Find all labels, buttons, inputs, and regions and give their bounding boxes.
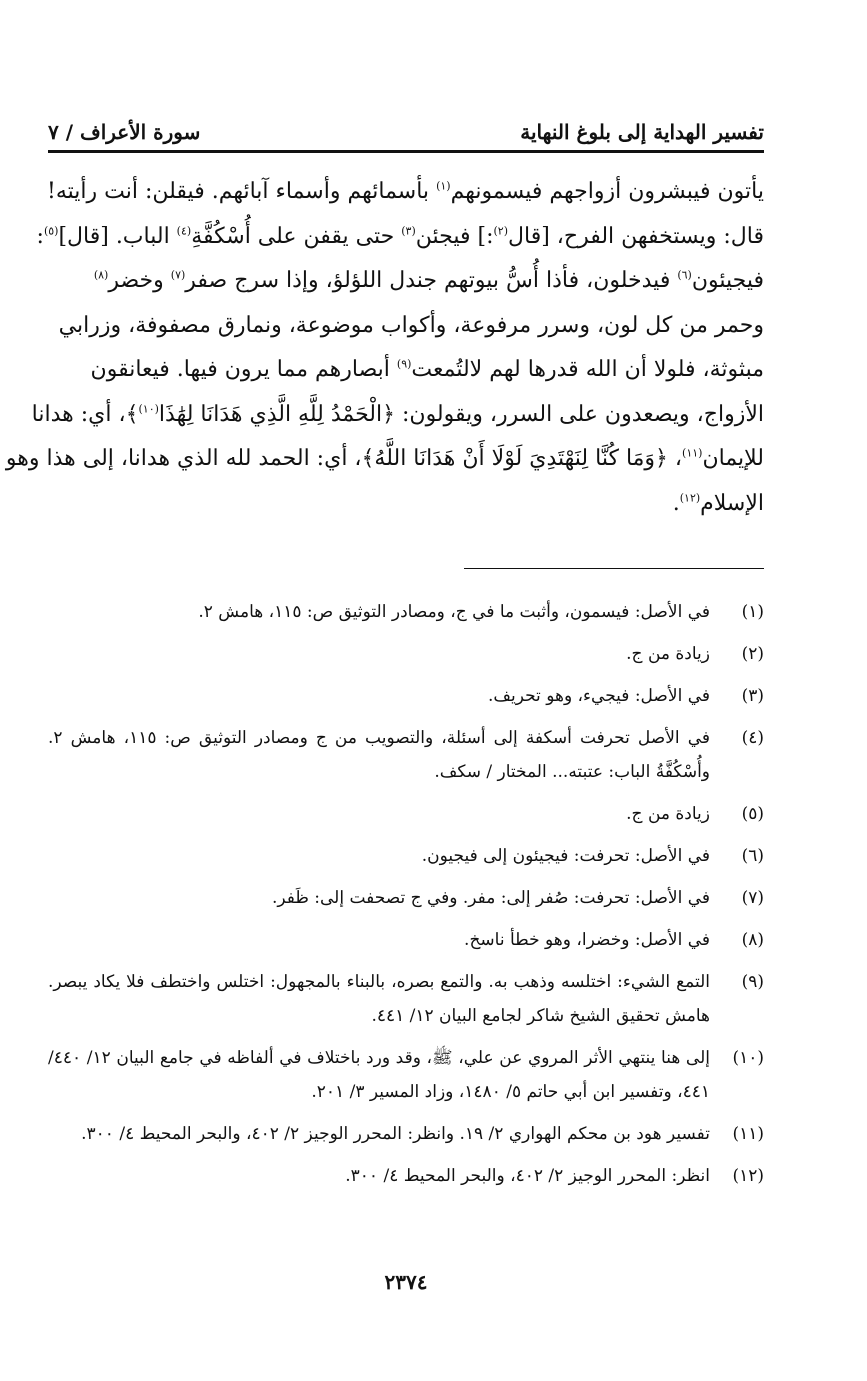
footnote-text: في الأصل تحرفت أسكفة إلى أسئلة، والتصويب من ج ومصادر التوثيق ص: ١١٥، هامش ٢. وأُسْكُفَّةُ الباب: عتبته... المختار / سكف. bbox=[48, 728, 711, 782]
footnote-number: (١١) bbox=[732, 1124, 764, 1144]
footnote-number: (١٠) bbox=[732, 1048, 764, 1068]
footnote bbox=[48, 1117, 764, 1151]
footnote-ref: (٣) bbox=[401, 224, 416, 238]
footnote bbox=[48, 839, 764, 873]
footnote-text: إلى هنا ينتهي الأثر المروي عن علي، ﷺ، وقد ورد باختلاف في ألفاظه في جامع البيان ١٢/ ٤٤٠/ ٤٤١، وتفسير ابن أبي حاتم ٥/ ١٤٨٠، وزاد المسير ٣/ ٢٠١. bbox=[48, 1048, 710, 1102]
main-text bbox=[5, 170, 764, 526]
footnote-ref: (٥) bbox=[43, 224, 59, 238]
footnote-number: (٩) bbox=[741, 972, 764, 992]
footnote-text: التمع الشيء: اختلسه وذهب به. والتمع بصره، بالبناء بالمجهول: اختلس واختطف فلا يكاد يبصر. هامش تحقيق الشيخ شاكر لجامع البيان ١٢/ ٤٤١. bbox=[48, 972, 710, 1026]
text-line: الإسلام$^{(١٢)}$. bbox=[672, 490, 764, 516]
footnote-text: في الأصل: فيسمون، وأثبت ما في ج، ومصادر التوثيق ص: ١١٥، هامش ٢. bbox=[198, 602, 710, 622]
footnote-text: في الأصل: تحرفت: فيجيئون إلى فيجيون. bbox=[421, 846, 710, 866]
book-page bbox=[5, 0, 764, 1381]
footnote-number: (٣) bbox=[741, 686, 764, 706]
footnote-ref: (٢) bbox=[493, 224, 508, 238]
text-line: مبثوثة، فلولا أن الله قدرها لهم لالتُمعت$^{(٩)}$ أبصارهم مما يرون فيها. فيعانقون bbox=[90, 357, 764, 382]
text-line: وحمر من كل لون، وسرر مرفوعة، وأكواب موضوعة، ونمارق مصفوفة، وزرابي bbox=[58, 312, 764, 338]
footnote-text: زيادة من ج. bbox=[626, 644, 710, 664]
footnote-ref: (١٢) bbox=[679, 491, 701, 505]
footnote-text: زيادة من ج. bbox=[626, 804, 710, 824]
footnote-ref: (٦) bbox=[677, 268, 692, 282]
footnote-ref: (٩) bbox=[396, 357, 412, 371]
text-line: الأزواج، ويصعدون على السرر، ويقولون: ﴿الْحَمْدُ لِلَّهِ الَّذِي هَدَانَا لِهَٰذَا$^{(١٠)}$﴾، أي: هدانا bbox=[31, 401, 764, 427]
footnote-ref: (١٠) bbox=[138, 402, 159, 416]
footnote bbox=[48, 881, 764, 915]
footnote-text: في الأصل: فيجيء، وهو تحريف. bbox=[487, 686, 710, 706]
footnote-ref: (١) bbox=[436, 179, 451, 193]
surah-label: سورة الأعراف / ٧ bbox=[48, 120, 201, 144]
footnote bbox=[48, 965, 764, 1033]
footnote-number: (٤) bbox=[741, 728, 764, 748]
footnote bbox=[48, 1041, 764, 1109]
footnote bbox=[48, 679, 764, 713]
footnote-number: (٧) bbox=[741, 888, 764, 908]
text-line: فيجيئون$^{(٦)}$ فيدخلون، فأذا أُسُّ بيوتهم جندل اللؤلؤ، وإذا سرج صفر$^{(٧)}$ وخضر$^{(٨)}$ bbox=[93, 268, 764, 293]
text-line: يأتون فيبشرون أزواجهم فيسمونهم$^{(١)}$ بأسمائهم وأسماء آبائهم. فيقلن: أنت رأيته! bbox=[47, 179, 764, 204]
footnote-ref: (٧) bbox=[170, 268, 186, 282]
footnotes bbox=[48, 595, 764, 1201]
footnote bbox=[48, 721, 764, 789]
footnote-ref: (٤) bbox=[176, 224, 192, 238]
footnote bbox=[48, 923, 764, 957]
footnote-text: في الأصل: تحرفت: صُفر إلى: مفر. وفي ج تصحفت إلى: ظَفر. bbox=[271, 888, 710, 908]
text-line: للإيمان$^{(١١)}$، ﴿وَمَا كُنَّا لِنَهْتَدِيَ لَوْلَا أَنْ هَدَانَا اللَّهُ﴾، أي: الحمد لله الذي هدانا، إلى هذا وهو bbox=[5, 446, 764, 471]
footnote-text: تفسير هود بن محكم الهواري ٢/ ١٩. وانظر: المحرر الوجيز ٢/ ٤٠٢، والبحر المحيط ٤/ ٣٠٠. bbox=[81, 1124, 710, 1144]
footnote-number: (١) bbox=[741, 602, 764, 622]
header-rule bbox=[48, 150, 764, 153]
footnote-ref: (٨) bbox=[93, 268, 109, 282]
text-line: قال: ويستخفهن الفرح، [قال$^{(٢)}$:] فيجئن$^{(٣)}$ حتى يقفن على أُسْكُفَّةِ$^{(٤)}$ الباب. [قال]$^{(٥)}$: bbox=[36, 223, 764, 249]
footnote-text: انظر: المحرر الوجيز ٢/ ٤٠٢، والبحر المحيط ٤/ ٣٠٠. bbox=[345, 1166, 710, 1186]
footnote-number: (٥) bbox=[741, 804, 764, 824]
page-number: ٢٣٧٤ bbox=[384, 1270, 428, 1294]
footnote-number: (٨) bbox=[741, 930, 764, 950]
footnote-text: في الأصل: وخضرا، وهو خطأ ناسخ. bbox=[464, 930, 710, 950]
footnote bbox=[48, 595, 764, 629]
footnote-number: (١٢) bbox=[732, 1166, 764, 1186]
book-title: تفسير الهداية إلى بلوغ النهاية bbox=[520, 120, 764, 144]
footnote bbox=[48, 797, 764, 831]
footnote bbox=[48, 1159, 764, 1193]
running-header bbox=[48, 104, 764, 144]
footnote-number: (٢) bbox=[741, 644, 764, 664]
footnote-ref: (١١) bbox=[682, 446, 703, 460]
footnote-separator bbox=[464, 568, 764, 569]
footnote bbox=[48, 637, 764, 671]
footnote-number: (٦) bbox=[741, 846, 764, 866]
